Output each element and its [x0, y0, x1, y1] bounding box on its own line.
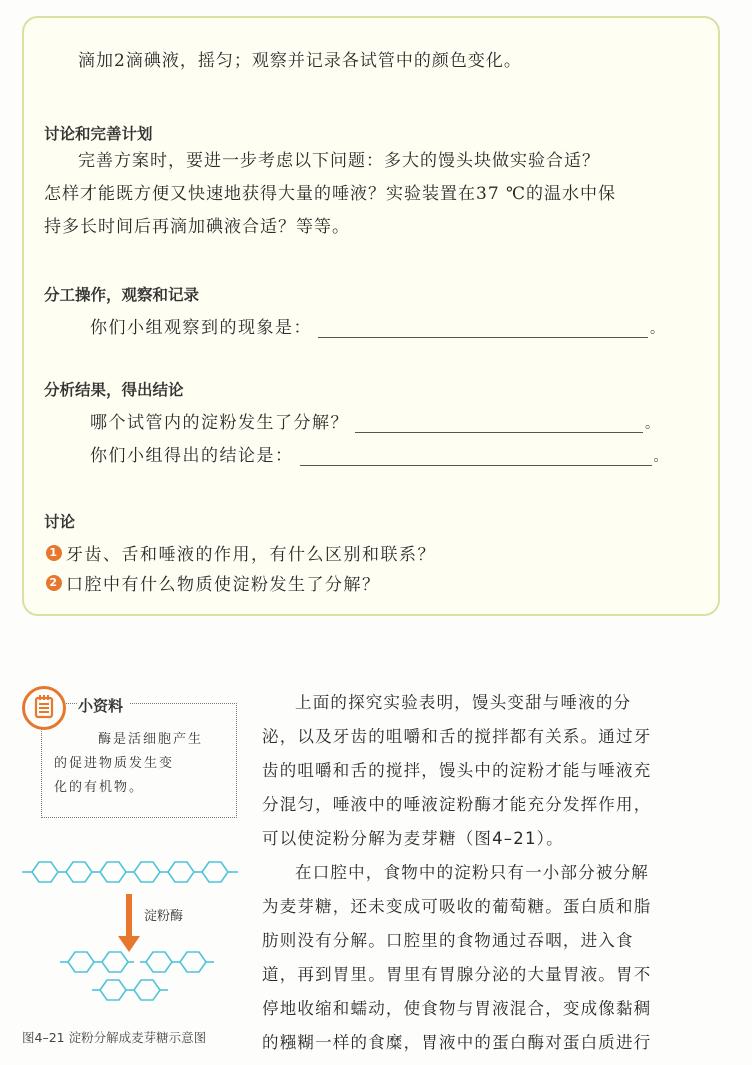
analyze-prompt-1: 哪个试管内的淀粉发生了分解？: [90, 413, 349, 433]
body-p2-line-3: 肪则没有分解。口腔里的食物通过吞咽，进入食: [262, 931, 634, 950]
number-1-icon: 1: [46, 545, 62, 561]
activity-intro: 滴加2滴碘液，摇匀；观察并记录各试管中的颜色变化。: [78, 51, 522, 71]
discuss-question-1-text: 牙齿、舌和唾液的作用，有什么区别和联系？: [66, 545, 436, 565]
body-p1-line-4: 分混匀，唾液中的唾液淀粉酶才能充分发挥作用，: [262, 795, 652, 814]
body-p2-line-1: 在口腔中，食物中的淀粉只有一小部分被分解: [295, 863, 649, 882]
analyze-row-1: [90, 408, 661, 433]
discuss-question-1: [46, 540, 436, 565]
analyze-answer-blank-1[interactable]: [355, 414, 643, 433]
observe-title: 分工操作，观察和记录: [44, 286, 200, 304]
figure-caption: 图4–21 淀粉分解成麦芽糖示意图: [22, 1030, 207, 1045]
analyze-title: 分析结果，得出结论: [44, 381, 184, 399]
discussion-plan-line-1: 完善方案时，要进一步考虑以下问题：多大的馒头块做实验合适？: [78, 151, 600, 171]
info-text: [54, 728, 226, 800]
discuss-question-2: [46, 570, 381, 595]
discussion-plan-text: [44, 145, 704, 244]
body-p1-line-2: 泌，以及牙齿的咀嚼和舌的搅拌都有关系。通过牙: [262, 727, 652, 746]
number-2-icon: 2: [46, 575, 62, 591]
analyze-row-2: [90, 441, 669, 466]
discuss-question-2-text: 口腔中有什么物质使淀粉发生了分解？: [66, 575, 381, 595]
observe-row: [90, 313, 666, 338]
starch-chain: [22, 862, 238, 882]
info-line-1: 酶是活细胞产生: [98, 732, 204, 747]
info-title: 小资料: [78, 695, 129, 716]
down-arrow-icon: [118, 894, 140, 952]
analyze-prompt-2: 你们小组得出的结论是：: [90, 446, 294, 466]
analyze-answer-blank-2[interactable]: [300, 447, 652, 466]
starch-to-maltose-diagram: [20, 852, 250, 1012]
analyze-period-2: 。: [653, 449, 669, 465]
discuss-title: 讨论: [44, 513, 76, 531]
body-p1-line-5: 可以使淀粉分解为麦芽糖（图4–21）。: [262, 829, 564, 848]
discussion-plan-title: 讨论和完善计划: [44, 125, 153, 143]
info-line-3: 化的有机物。: [54, 780, 145, 795]
enzyme-label: 淀粉酶: [144, 909, 184, 924]
observe-answer-blank[interactable]: [318, 319, 648, 338]
observe-prompt: 你们小组观察到的现象是：: [90, 318, 312, 338]
info-line-2: 的促进物质发生变: [54, 756, 175, 771]
body-p2-line-6: 的糨糊一样的食糜，胃液中的蛋白酶对蛋白质进行: [262, 1033, 652, 1052]
body-p1-line-3: 齿的咀嚼和舌的搅拌，馒头中的淀粉才能与唾液充: [262, 761, 652, 780]
body-p2-line-4: 道，再到胃里。胃里有胃腺分泌的大量胃液。胃不: [262, 965, 652, 984]
body-p1-line-1: 上面的探究实验表明，馒头变甜与唾液的分: [295, 693, 632, 712]
maltose-molecules: [60, 952, 214, 1000]
discussion-plan-line-3: 持多长时间后再滴加碘液合适？等等。: [44, 217, 350, 237]
activity-box: [22, 16, 720, 616]
discussion-plan-line-2: 怎样才能既方便又快速地获得大量的唾液？实验装置在37 ℃的温水中保: [44, 184, 617, 204]
analyze-period-1: 。: [645, 416, 661, 432]
note-icon: [22, 686, 66, 730]
body-p2-line-5: 停地收缩和蠕动，使食物与胃液混合，变成像黏稠: [262, 999, 652, 1018]
body-text: [262, 686, 732, 1060]
observe-period: 。: [650, 321, 666, 337]
body-p2-line-2: 为麦芽糖，还未变成可吸收的葡萄糖。蛋白质和脂: [262, 897, 652, 916]
